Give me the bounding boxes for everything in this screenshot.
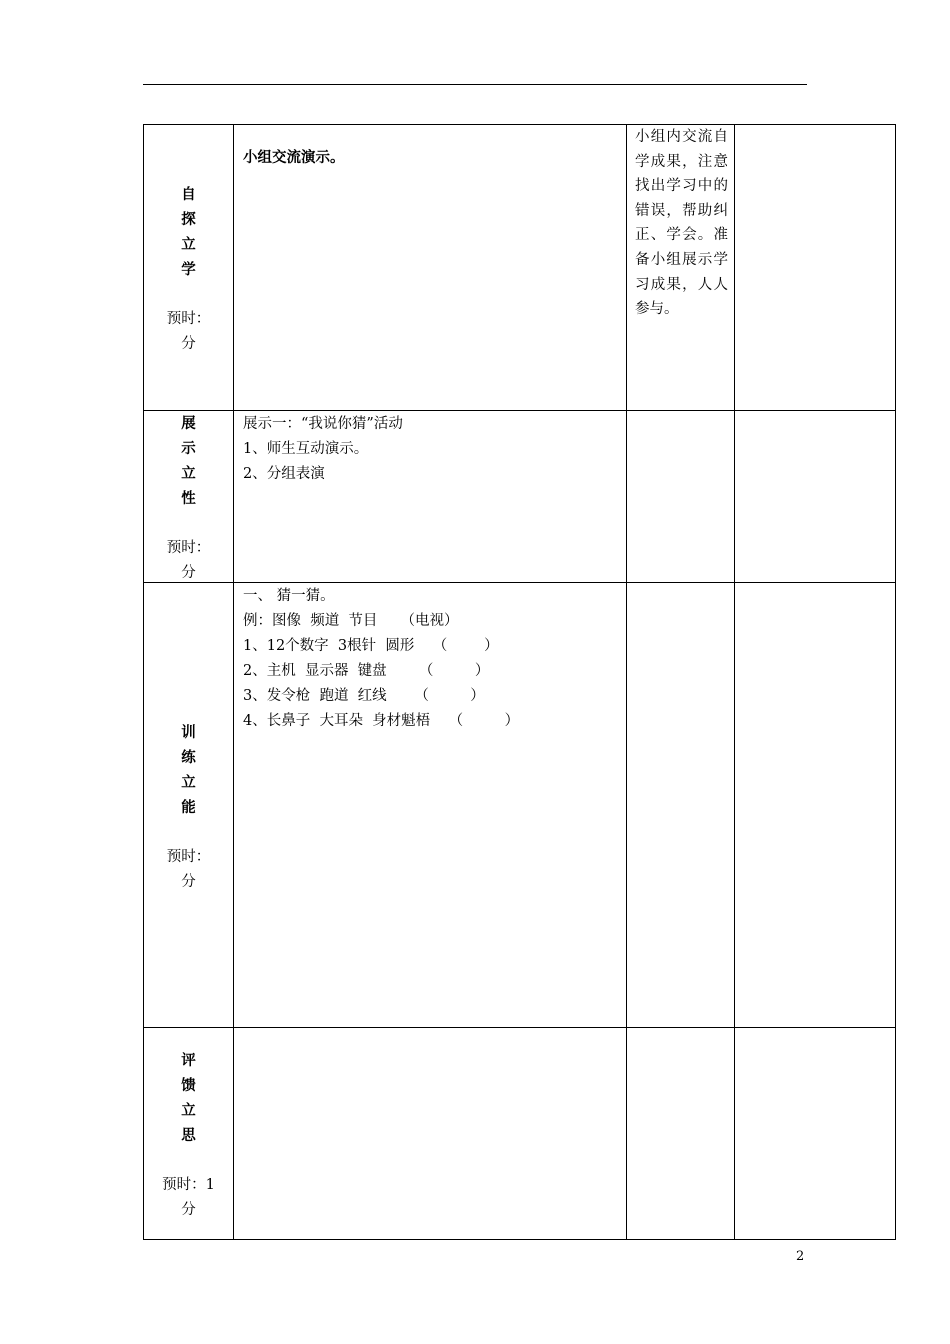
page-number: 2 xyxy=(796,1249,805,1264)
time-estimate-unit: 分 xyxy=(181,336,196,352)
row-remark-training xyxy=(735,583,896,1028)
row-content-training xyxy=(234,583,627,1028)
lesson-plan-table xyxy=(143,124,896,1240)
content-line: 4、长鼻子 大耳朵 身材魁梧 （ ） xyxy=(243,713,520,729)
label-line-2: 立学 xyxy=(181,236,218,278)
row-remark-self-study xyxy=(735,125,896,411)
table-row-training xyxy=(144,583,896,1028)
label-line-1: 展示 xyxy=(181,415,218,457)
header-rule xyxy=(143,84,807,85)
content-line: 1、师生互动演示。 xyxy=(243,441,369,457)
time-estimate-unit: 分 xyxy=(181,873,196,890)
label-line-1: 自探 xyxy=(181,186,218,228)
time-estimate-label: 预时： xyxy=(166,848,211,865)
row-remark-showcase xyxy=(735,411,896,583)
row-note-feedback xyxy=(627,1028,735,1240)
row-content-self-study xyxy=(234,125,627,411)
content-line: 展示一：“我说你猜”活动 xyxy=(243,416,403,432)
table-row-feedback xyxy=(144,1028,896,1240)
row-label-feedback xyxy=(144,1028,234,1240)
label-line-2: 立性 xyxy=(181,465,218,507)
note-text: 小组内交流自学成果，注意找出学习中的错误，帮助纠正、学会。准备小组展示学习成果，人人参与。 xyxy=(635,129,728,318)
time-estimate-label: 预时： xyxy=(166,311,211,327)
content-line: 1、12个数字 3根针 圆形 （ ） xyxy=(243,638,499,654)
label-line-1: 训练 xyxy=(181,723,218,766)
label-line-2: 立能 xyxy=(181,773,218,816)
content-line: 例：图像 频道 节目 （电视） xyxy=(243,613,459,629)
label-line-1: 评馈 xyxy=(181,1052,218,1094)
row-note-showcase xyxy=(627,411,735,583)
content-line: 2、主机 显示器 键盘 （ ） xyxy=(243,663,490,679)
row-note-self-study xyxy=(627,125,735,411)
label-line-2: 立思 xyxy=(181,1102,218,1144)
row-label-self-study xyxy=(144,125,234,411)
time-estimate-unit: 分 xyxy=(181,1202,196,1218)
content-line: 一、 猜一猜。 xyxy=(243,588,335,604)
time-estimate-label: 预时：1 xyxy=(162,1177,215,1193)
time-estimate-unit: 分 xyxy=(181,565,196,581)
time-estimate-label: 预时： xyxy=(166,540,211,556)
table-row-showcase xyxy=(144,411,896,583)
content-line: 3、发令枪 跑道 红线 （ ） xyxy=(243,688,485,704)
row-label-training xyxy=(144,583,234,1028)
row-label-showcase xyxy=(144,411,234,583)
content-line: 小组交流演示。 xyxy=(243,149,345,166)
row-content-showcase xyxy=(234,411,627,583)
row-content-feedback xyxy=(234,1028,627,1240)
row-remark-feedback xyxy=(735,1028,896,1240)
content-line: 2、分组表演 xyxy=(243,466,325,482)
row-note-training xyxy=(627,583,735,1028)
table-row-self-study xyxy=(144,125,896,411)
